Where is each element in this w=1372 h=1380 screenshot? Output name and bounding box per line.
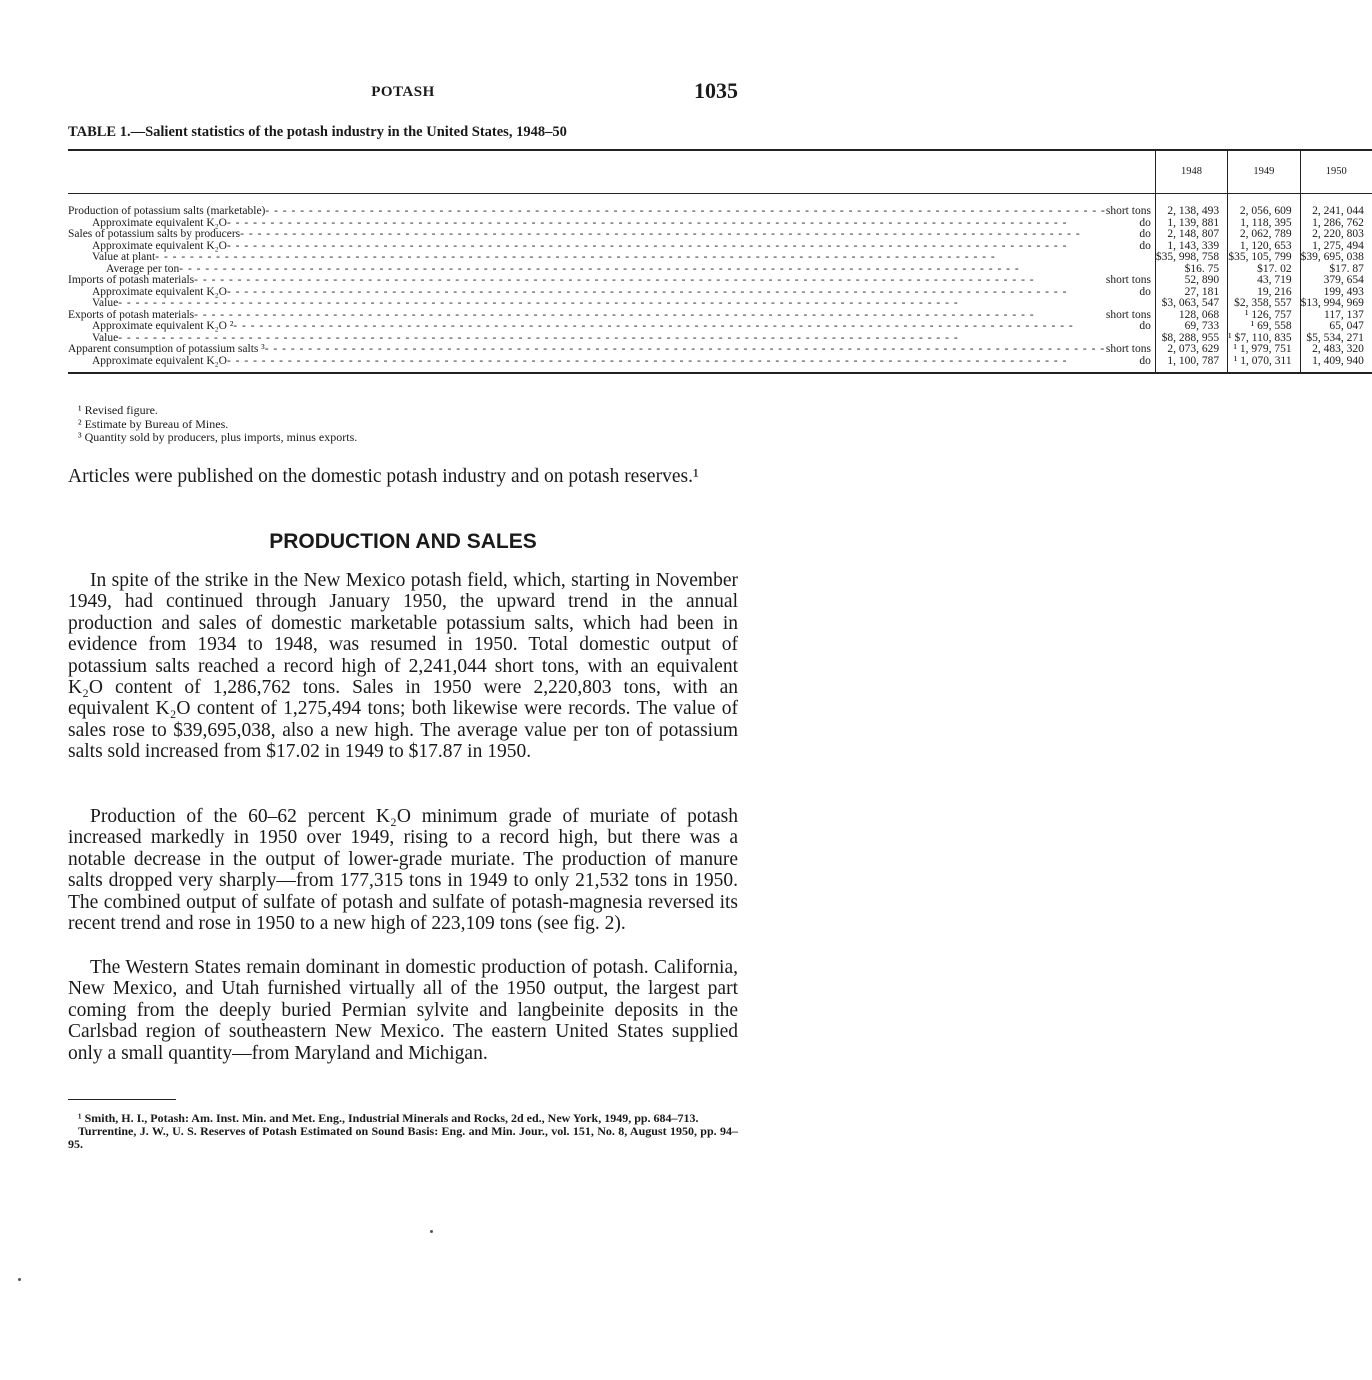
row-label: Imports of potash materials <box>68 274 195 286</box>
value-cell-1948: 2, 148, 807 <box>1155 229 1227 241</box>
row-label-cell <box>68 344 1155 356</box>
row-label: Approximate equivalent K₂O ² <box>92 320 234 332</box>
footnote-rule <box>68 1099 176 1100</box>
row-label: Approximate equivalent K₂O <box>92 285 227 298</box>
value-cell-1949: $17. 02 <box>1228 264 1300 276</box>
row-label: Value <box>92 297 119 309</box>
value-cell-1949: 2, 062, 789 <box>1228 229 1300 241</box>
row-unit: do <box>1139 285 1151 298</box>
value-cell-1948: 1, 139, 881 <box>1155 218 1227 230</box>
row-label: Apparent consumption of potassium salts ³ <box>68 343 265 355</box>
value-cell-1948: 1, 143, 339 <box>1155 241 1227 253</box>
row-unit: short tons <box>1105 308 1151 321</box>
value-cell-1950: 199, 493 <box>1300 287 1372 299</box>
value-cell-1948: 2, 073, 629 <box>1155 344 1227 356</box>
value-cell-1949: 43, 719 <box>1228 275 1300 287</box>
row-label-cell <box>68 206 1155 218</box>
value-cell-1950: 2, 483, 320 <box>1300 344 1372 356</box>
table-header-row <box>68 150 1372 194</box>
row-unit: do <box>1139 228 1151 240</box>
running-head-title: POTASH <box>371 84 435 100</box>
value-cell-1948: $8, 288, 955 <box>1155 333 1227 345</box>
value-cell-1948: $35, 998, 758 <box>1155 252 1227 264</box>
row-label-cell <box>68 356 1155 374</box>
value-cell-1949: 2, 056, 609 <box>1228 206 1300 218</box>
table-note: ³ Quantity sold by producers, plus imports, minus exports. <box>78 430 358 444</box>
leader-dots <box>194 275 1106 287</box>
value-cell-1948: 1, 100, 787 <box>1155 356 1227 374</box>
running-head <box>68 78 738 108</box>
value-cell-1949: ¹ 1, 070, 311 <box>1228 356 1300 374</box>
body-paragraph: Production of the 60–62 percent K₂O minimum grade of muriate of potash increased markedly in 1950 over 1949, rising to a record high, but there was a notable decrease in the output of lower-grade muriate. The production of manure salts dropped very sharply—from 177,315 tons in 1949 to only 21,532 tons in 1950. The combined output of sulfate of potash and sulfate of potash-magnesia reversed its recent trend and rose in 1950 to a new high of 223,109 tons (see fig. 2). <box>68 806 738 935</box>
table-row <box>68 229 1372 241</box>
leader-dots <box>118 298 1151 310</box>
row-label-cell <box>68 298 1155 310</box>
value-cell-1948: 2, 138, 493 <box>1155 206 1227 218</box>
row-label: Sales of potassium salts by producers <box>68 228 241 240</box>
intro-paragraph: Articles were published on the domestic potash industry and on potash reserves.¹ <box>68 466 699 487</box>
row-label: Value at plant <box>92 251 156 263</box>
row-unit: do <box>1139 320 1151 332</box>
footnote: Turrentine, J. W., U. S. Reserves of Potash Estimated on Sound Basis: Eng. and Min. Jour., vol. 151, No. 8, August 1950, pp. 94–95. <box>68 1124 738 1152</box>
body-paragraph: In spite of the strike in the New Mexico potash field, which, starting in November 1949, had continued through January 1950, the upward trend in the annual production and sales of domestic marketable potassium salts, which had been in evidence from 1934 to 1948, was resumed in 1950. Total domestic output of potassium salts reached a record high of 2,241,044 short tons, with an equivalent K₂O content of 1,286,762 tons. Sales in 1950 were 2,220,803 tons, with an equivalent K₂O content of 1,275,494 tons; both likewise were records. The value of sales rose to $39,695,038, also a new high. The average value per ton of potassium salts sold increased from $17.02 in 1949 to $17.87 in 1950. <box>68 570 738 763</box>
table-row <box>68 356 1372 374</box>
row-label: Approximate equivalent K₂O <box>92 239 227 252</box>
print-speck <box>18 1278 21 1281</box>
value-cell-1950: 2, 220, 803 <box>1300 229 1372 241</box>
table-row <box>68 321 1372 333</box>
year-header-1948: 1948 <box>1155 150 1227 194</box>
row-label-cell <box>68 321 1155 333</box>
year-header-1949: 1949 <box>1228 150 1300 194</box>
table-row <box>68 206 1372 218</box>
table-header-label <box>68 150 1155 194</box>
leader-dots <box>240 229 1139 241</box>
row-label: Approximate equivalent K₂O <box>92 216 227 229</box>
value-cell-1949: 19, 216 <box>1228 287 1300 299</box>
statistics-table <box>68 149 1372 374</box>
value-cell-1948: 27, 181 <box>1155 287 1227 299</box>
table-body <box>68 194 1372 374</box>
leader-dots <box>227 356 1139 368</box>
table-caption: TABLE 1.—Salient statistics of the potash industry in the United States, 1948–50 <box>68 124 567 140</box>
row-unit: short tons <box>1105 343 1151 355</box>
value-cell-1950: 117, 137 <box>1300 310 1372 322</box>
print-speck <box>430 1230 433 1233</box>
value-cell-1950: 1, 409, 940 <box>1300 356 1372 374</box>
section-heading: PRODUCTION AND SALES <box>269 530 537 553</box>
value-cell-1949: ¹ 126, 757 <box>1228 310 1300 322</box>
value-cell-1949: ¹ 1, 979, 751 <box>1228 344 1300 356</box>
table-row <box>68 275 1372 287</box>
table-row <box>68 298 1372 310</box>
row-label: Value <box>92 331 119 344</box>
value-cell-1950: 2, 241, 044 <box>1300 206 1372 218</box>
page-number: 1035 <box>694 78 738 103</box>
row-unit: do <box>1139 216 1151 229</box>
value-cell-1948: $3, 063, 547 <box>1155 298 1227 310</box>
value-cell-1948: $16. 75 <box>1155 264 1227 276</box>
value-cell-1950: 1, 275, 494 <box>1300 241 1372 253</box>
value-cell-1949: $35, 105, 799 <box>1228 252 1300 264</box>
row-label-cell <box>68 252 1155 264</box>
value-cell-1949: ¹ 69, 558 <box>1228 321 1300 333</box>
value-cell-1950: 65, 047 <box>1300 321 1372 333</box>
leader-dots <box>265 344 1106 356</box>
table-note: ² Estimate by Bureau of Mines. <box>78 416 229 431</box>
footnotes <box>68 1112 738 1152</box>
value-cell-1948: 128, 068 <box>1155 310 1227 322</box>
year-header-1950: 1950 <box>1300 150 1372 194</box>
row-unit: do <box>1139 354 1151 367</box>
row-label: Average per ton <box>106 262 180 275</box>
value-cell-1948: 52, 890 <box>1155 275 1227 287</box>
value-cell-1949: 1, 118, 395 <box>1228 218 1300 230</box>
table-row <box>68 252 1372 264</box>
row-unit: do <box>1139 239 1151 252</box>
row-label: Approximate equivalent K₂O <box>92 354 227 367</box>
body-paragraph: The Western States remain dominant in domestic production of potash. California, New Mexico, and Utah furnished virtually all of the 1950 output, the largest part coming from the deeply buried Permian sylvite and langbeinite deposits in the Carlsbad region of southeastern New Mexico. The eastern United States supplied only a small quantity—from Maryland and Michigan. <box>68 957 738 1064</box>
row-label-cell <box>68 229 1155 241</box>
table-row <box>68 344 1372 356</box>
value-cell-1950: $39, 695, 038 <box>1300 252 1372 264</box>
leader-dots <box>233 321 1139 333</box>
row-unit: short tons <box>1105 274 1151 286</box>
value-cell-1948: 69, 733 <box>1155 321 1227 333</box>
value-cell-1949: ¹ $7, 110, 835 <box>1228 333 1300 345</box>
row-unit: short tons <box>1105 205 1151 217</box>
footnote: ¹ Smith, H. I., Potash: Am. Inst. Min. and Met. Eng., Industrial Minerals and Rocks, 2d ed., New York, 1949, pp. 684–713. <box>78 1111 699 1125</box>
leader-dots <box>265 206 1105 218</box>
value-cell-1949: 1, 120, 653 <box>1228 241 1300 253</box>
table-notes <box>78 404 357 445</box>
row-label-cell <box>68 275 1155 287</box>
value-cell-1950: $5, 534, 271 <box>1300 333 1372 345</box>
value-cell-1950: $13, 994, 969 <box>1300 298 1372 310</box>
table-note: ¹ Revised figure. <box>78 403 158 417</box>
value-cell-1950: $17. 87 <box>1300 264 1372 276</box>
row-label: Exports of potash materials <box>68 308 195 321</box>
value-cell-1949: $2, 358, 557 <box>1228 298 1300 310</box>
leader-dots <box>155 252 1151 264</box>
value-cell-1950: 1, 286, 762 <box>1300 218 1372 230</box>
value-cell-1950: 379, 654 <box>1300 275 1372 287</box>
row-label: Production of potassium salts (marketable) <box>68 205 266 217</box>
